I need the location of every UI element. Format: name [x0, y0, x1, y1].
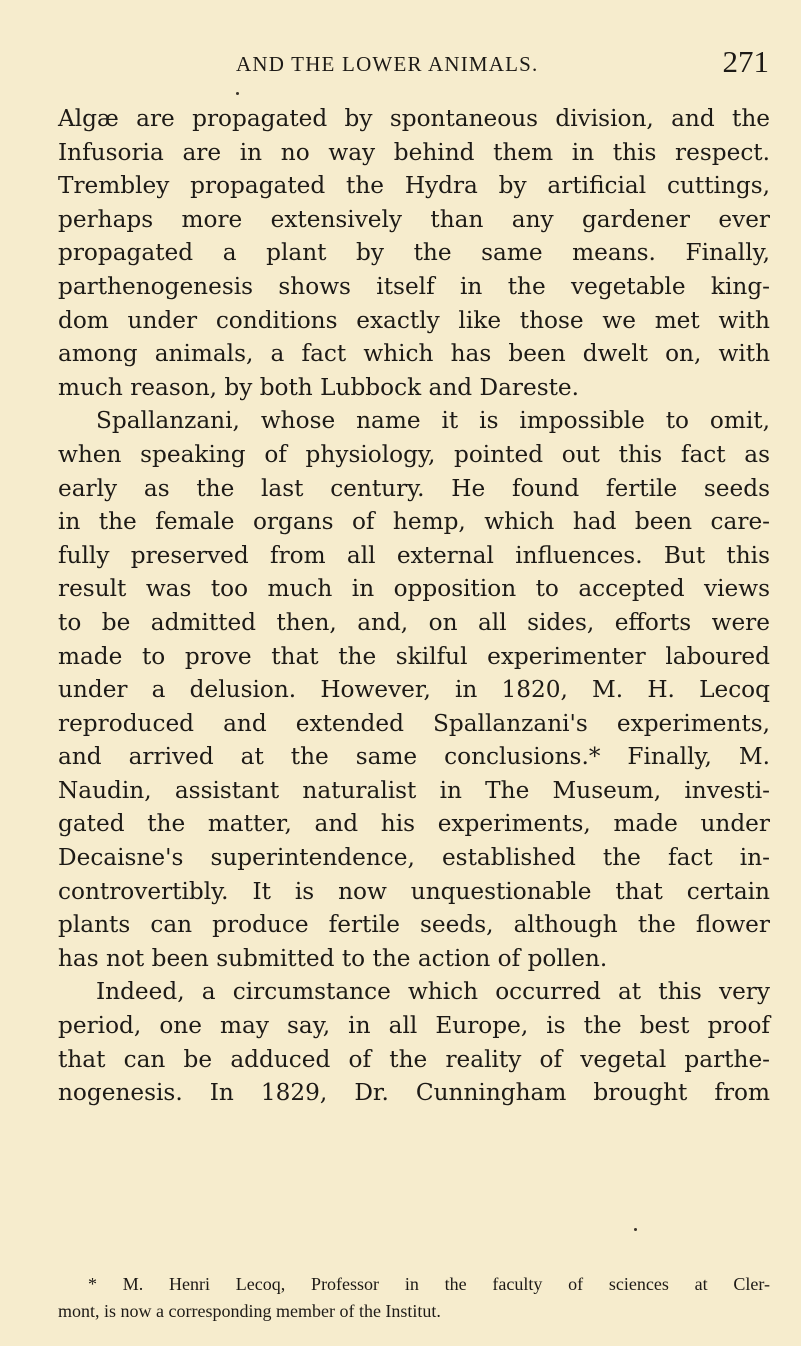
page-header [58, 44, 769, 80]
text-line: result was too much in opposition to accepted views [58, 575, 770, 603]
text-line: to be admitted then, and, on all sides, efforts were [58, 608, 770, 636]
text-line: plants can produce fertile seeds, although the flower [58, 911, 770, 939]
text-line: Indeed, a circumstance which occurred at this very [96, 978, 770, 1006]
text-line: Trembley propagated the Hydra by artificial cuttings, [58, 172, 770, 200]
text-line: fully preserved from all external influences. But this [58, 541, 770, 569]
text-line: and arrived at the same conclusions.* Finally, M. [58, 743, 770, 771]
running-head: AND THE LOWER ANIMALS. [236, 52, 539, 76]
footnote [58, 1271, 770, 1325]
print-speck [236, 92, 239, 95]
footnote-line: mont, is now a corresponding member of the Institut. [58, 1301, 441, 1321]
text-line: reproduced and extended Spallanzani's experiments, [58, 709, 770, 737]
page-number: 271 [722, 44, 769, 79]
text-line: perhaps more extensively than any gardener ever [58, 205, 770, 233]
text-line: Naudin, assistant naturalist in The Museum, investi- [58, 776, 770, 804]
text-line: dom under conditions exactly like those we met with [58, 306, 770, 334]
text-line: when speaking of physiology, pointed out this fact as [58, 440, 770, 468]
text-line: Infusoria are in no way behind them in this respect. [58, 138, 770, 166]
text-line: made to prove that the skilful experimenter laboured [58, 642, 770, 670]
text-line: Algæ are propagated by spontaneous division, and the [58, 105, 770, 132]
text-line: controvertibly. It is now unquestionable that certain [58, 877, 770, 905]
text-line: under a delusion. However, in 1820, M. H. Lecoq [58, 676, 770, 704]
text-line: nogenesis. In 1829, Dr. Cunningham brought from [58, 1079, 770, 1107]
text-line: in the female organs of hemp, which had been care- [58, 508, 770, 536]
text-line: Decaisne's superintendence, established the fact in- [58, 844, 770, 872]
text-line: early as the last century. He found fertile seeds [58, 474, 770, 502]
text-line: Spallanzani, whose name it is impossible to omit, [96, 407, 770, 435]
text-line: propagated a plant by the same means. Finally, [58, 239, 770, 267]
text-line: much reason, by both Lubbock and Dareste. [58, 373, 580, 401]
text-line: has not been submitted to the action of pollen. [58, 944, 608, 972]
text-line: period, one may say, in all Europe, is the best proof [58, 1012, 770, 1040]
body-text [58, 102, 770, 1110]
print-speck [634, 1228, 637, 1231]
text-line: that can be adduced of the reality of vegetal parthe- [58, 1045, 770, 1073]
text-line: among animals, a fact which has been dwelt on, with [58, 340, 770, 368]
footnote-line: * M. Henri Lecoq, Professor in the faculty of sciences at Cler- [88, 1274, 770, 1294]
text-line: parthenogenesis shows itself in the vegetable king- [58, 272, 770, 300]
text-line: gated the matter, and his experiments, made under [58, 810, 770, 838]
